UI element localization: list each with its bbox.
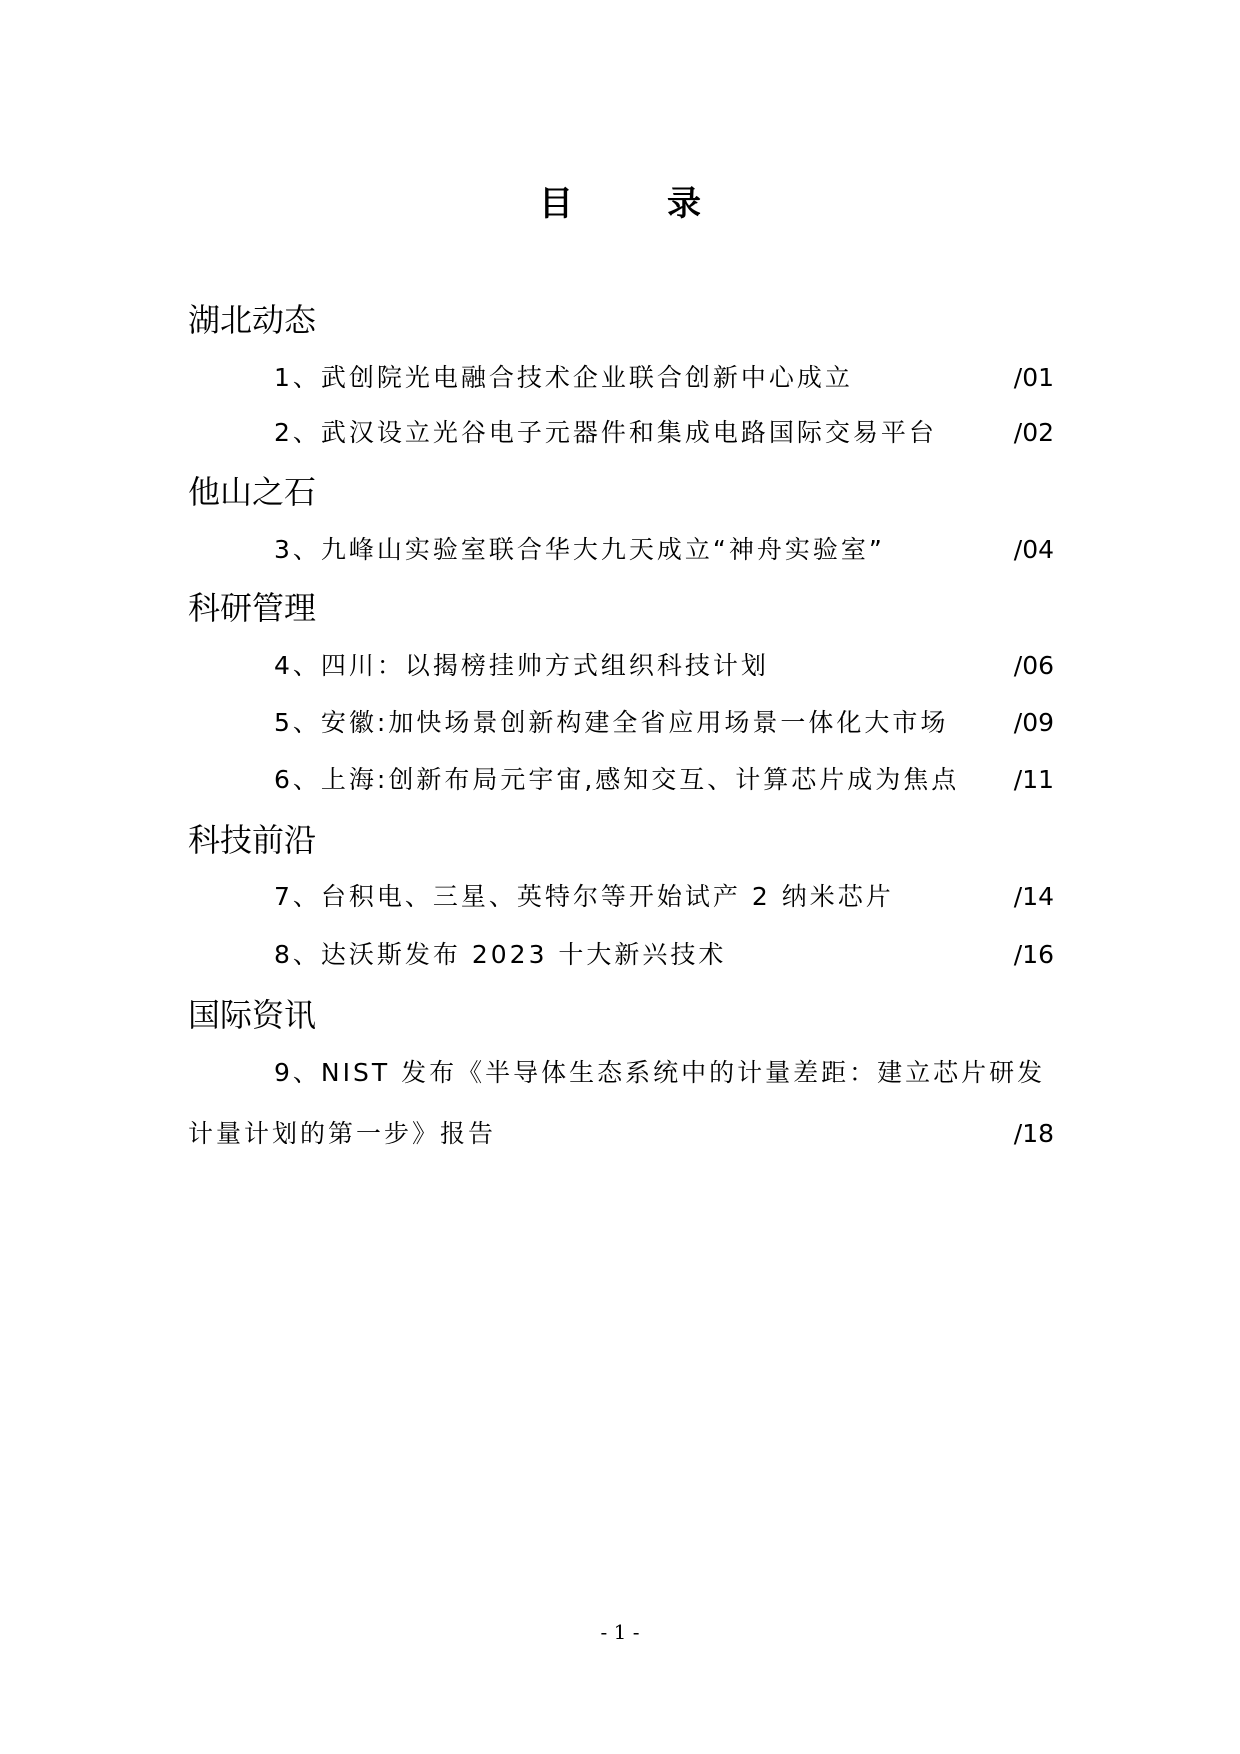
toc-entry-page: /16 <box>1013 940 1054 969</box>
section-heading-hubei: 湖北动态 <box>188 301 317 339</box>
toc-entry[interactable] <box>274 646 1054 686</box>
toc-entry-page: /11 <box>1013 765 1054 794</box>
toc-entry[interactable] <box>274 530 1054 570</box>
toc-entry[interactable] <box>274 703 1054 743</box>
toc-entry-page: /06 <box>1013 651 1054 680</box>
toc-entry-page: /18 <box>1013 1119 1054 1148</box>
toc-entry-page: /09 <box>1013 708 1054 737</box>
section-heading-research-management: 科研管理 <box>188 589 317 627</box>
toc-entry-text: 2、武汉设立光谷电子元器件和集成电路国际交易平台 <box>274 418 937 447</box>
toc-entry-page: /01 <box>1013 363 1054 392</box>
toc-entry-text-line1: 9、NIST 发布《半导体生态系统中的计量差距：建立芯片研发 <box>274 1058 1046 1087</box>
toc-entry-text: 4、四川：以揭榜挂帅方式组织科技计划 <box>274 651 769 680</box>
page-title: 目 录 <box>539 184 731 224</box>
toc-entry-page: /02 <box>1013 418 1054 447</box>
section-heading-others: 他山之石 <box>188 473 317 511</box>
toc-entry-text-line2-content: 计量计划的第一步》报告 <box>188 1119 497 1148</box>
toc-entry[interactable] <box>274 358 1054 398</box>
toc-entry-text-line2 <box>188 1114 1054 1154</box>
toc-entry-text: 6、上海:创新布局元宇宙,感知交互、计算芯片成为焦点 <box>274 765 960 794</box>
section-heading-international: 国际资讯 <box>188 996 317 1034</box>
toc-entry[interactable] <box>274 877 1054 917</box>
toc-entry-text: 3、九峰山实验室联合华大九天成立“神舟实验室” <box>274 535 885 564</box>
page-number: - 1 - <box>600 1620 640 1644</box>
toc-entry-page: /04 <box>1013 535 1054 564</box>
toc-entry[interactable] <box>274 413 1054 453</box>
toc-entry-text: 1、武创院光电融合技术企业联合创新中心成立 <box>274 363 853 392</box>
toc-entry[interactable] <box>188 1053 1054 1154</box>
toc-entry[interactable] <box>274 760 1054 800</box>
section-heading-tech-frontier: 科技前沿 <box>188 821 317 859</box>
toc-entry-page: /14 <box>1013 882 1054 911</box>
toc-entry-text: 8、达沃斯发布 2023 十大新兴技术 <box>274 940 727 969</box>
toc-entry-text: 7、台积电、三星、英特尔等开始试产 2 纳米芯片 <box>274 882 894 911</box>
toc-entry-text: 5、安徽:加快场景创新构建全省应用场景一体化大市场 <box>274 708 949 737</box>
toc-entry[interactable] <box>274 935 1054 975</box>
